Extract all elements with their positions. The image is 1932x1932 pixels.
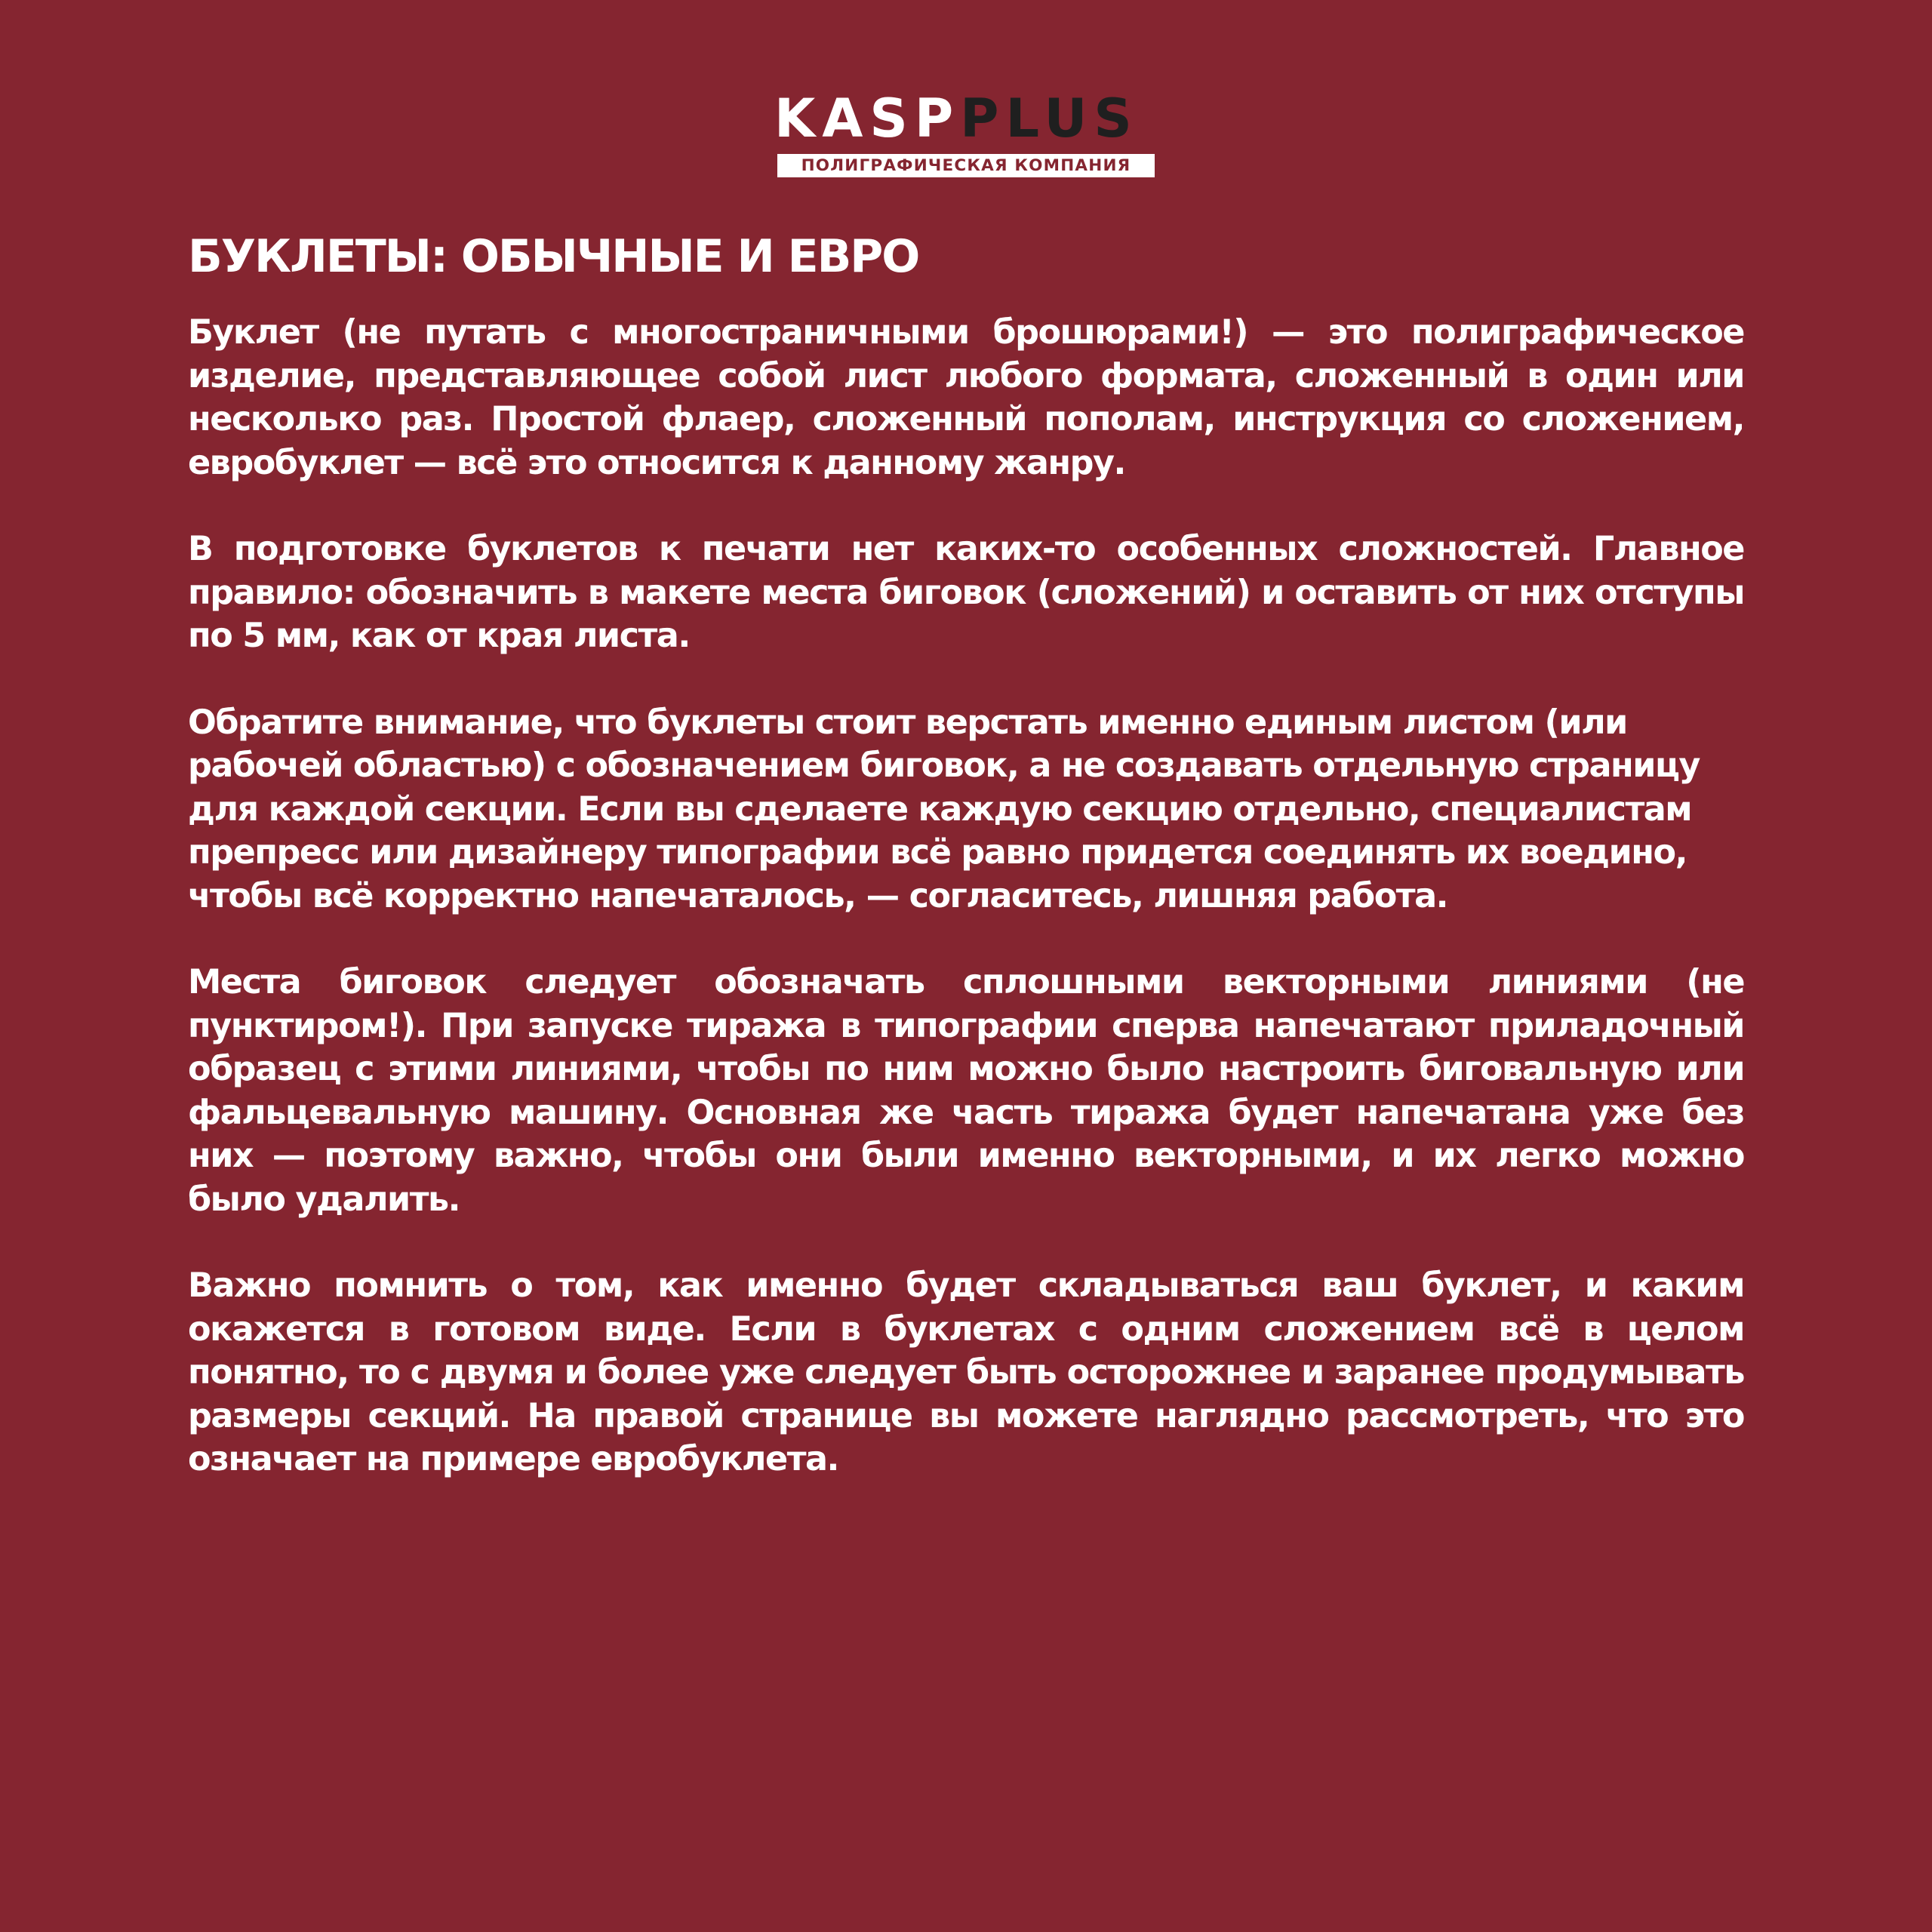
page-content xyxy=(188,226,1744,1524)
paragraph-preparation: В подготовке буклетов к печати нет каких-то особенных сложностей. Главное правило: обозначить в макете места биговок (сложений) и оставить от них отступы по 5 мм, как от края листа. xyxy=(188,530,1744,655)
logo-wordmark-kasp: KASP xyxy=(774,88,961,149)
logo-tagline: ПОЛИГРАФИЧЕСКАЯ КОМПАНИЯ xyxy=(777,154,1155,177)
body-text xyxy=(188,311,1744,1481)
company-logo xyxy=(774,88,1155,181)
logo-wordmark-plus: PLUS xyxy=(960,88,1139,149)
paragraph-folding: Важно помнить о том, как именно будет складываться ваш буклет, и каким окажется в готовом виде. Если в буклетах с одним сложением всё в целом понятно, то с двумя и более уже следует быть осторожнее и заранее продумывать размеры секций. На правой странице вы можете наглядно рассмотреть, что это означает на примере евробуклета. xyxy=(188,1266,1744,1478)
paragraph-fold-lines: Места биговок следует обозначать сплошными векторными линиями (не пунктиром!). При запуске тиража в типографии сперва напечатают приладочный образец с этими линиями, чтобы по ним можно было настроить биговальную или фальцевальную машину. Основная же часть тиража будет напечатана уже без них — поэтому важно, чтобы они были именно векторными, и их легко можно было удалить. xyxy=(188,963,1744,1219)
paragraph-single-sheet: Обратите внимание, что буклеты стоит верстать именно единым листом (или рабочей областью) с обозначением биговок, а не создавать отдельную страницу для каждой секции. Если вы сделаете каждую секцию отдельно, специалистам препресс или дизайнеру типографии всё равно придется соединять их воедино, чтобы всё корректно напечаталось, — согласитесь, лишняя работа. xyxy=(188,703,1700,915)
logo-wordmark xyxy=(774,88,1155,149)
paragraph-definition: Буклет (не путать с многостраничными брошюрами!) — это полиграфическое изделие, представляющее собой лист любого формата, сложенный в один или несколько раз. Простой флаер, сложенный пополам, инструкция со сложением, евробуклет — всё это относится к данному жанру. xyxy=(188,313,1744,482)
page-title: БУКЛЕТЫ: ОБЫЧНЫЕ И ЕВРО xyxy=(188,230,919,283)
